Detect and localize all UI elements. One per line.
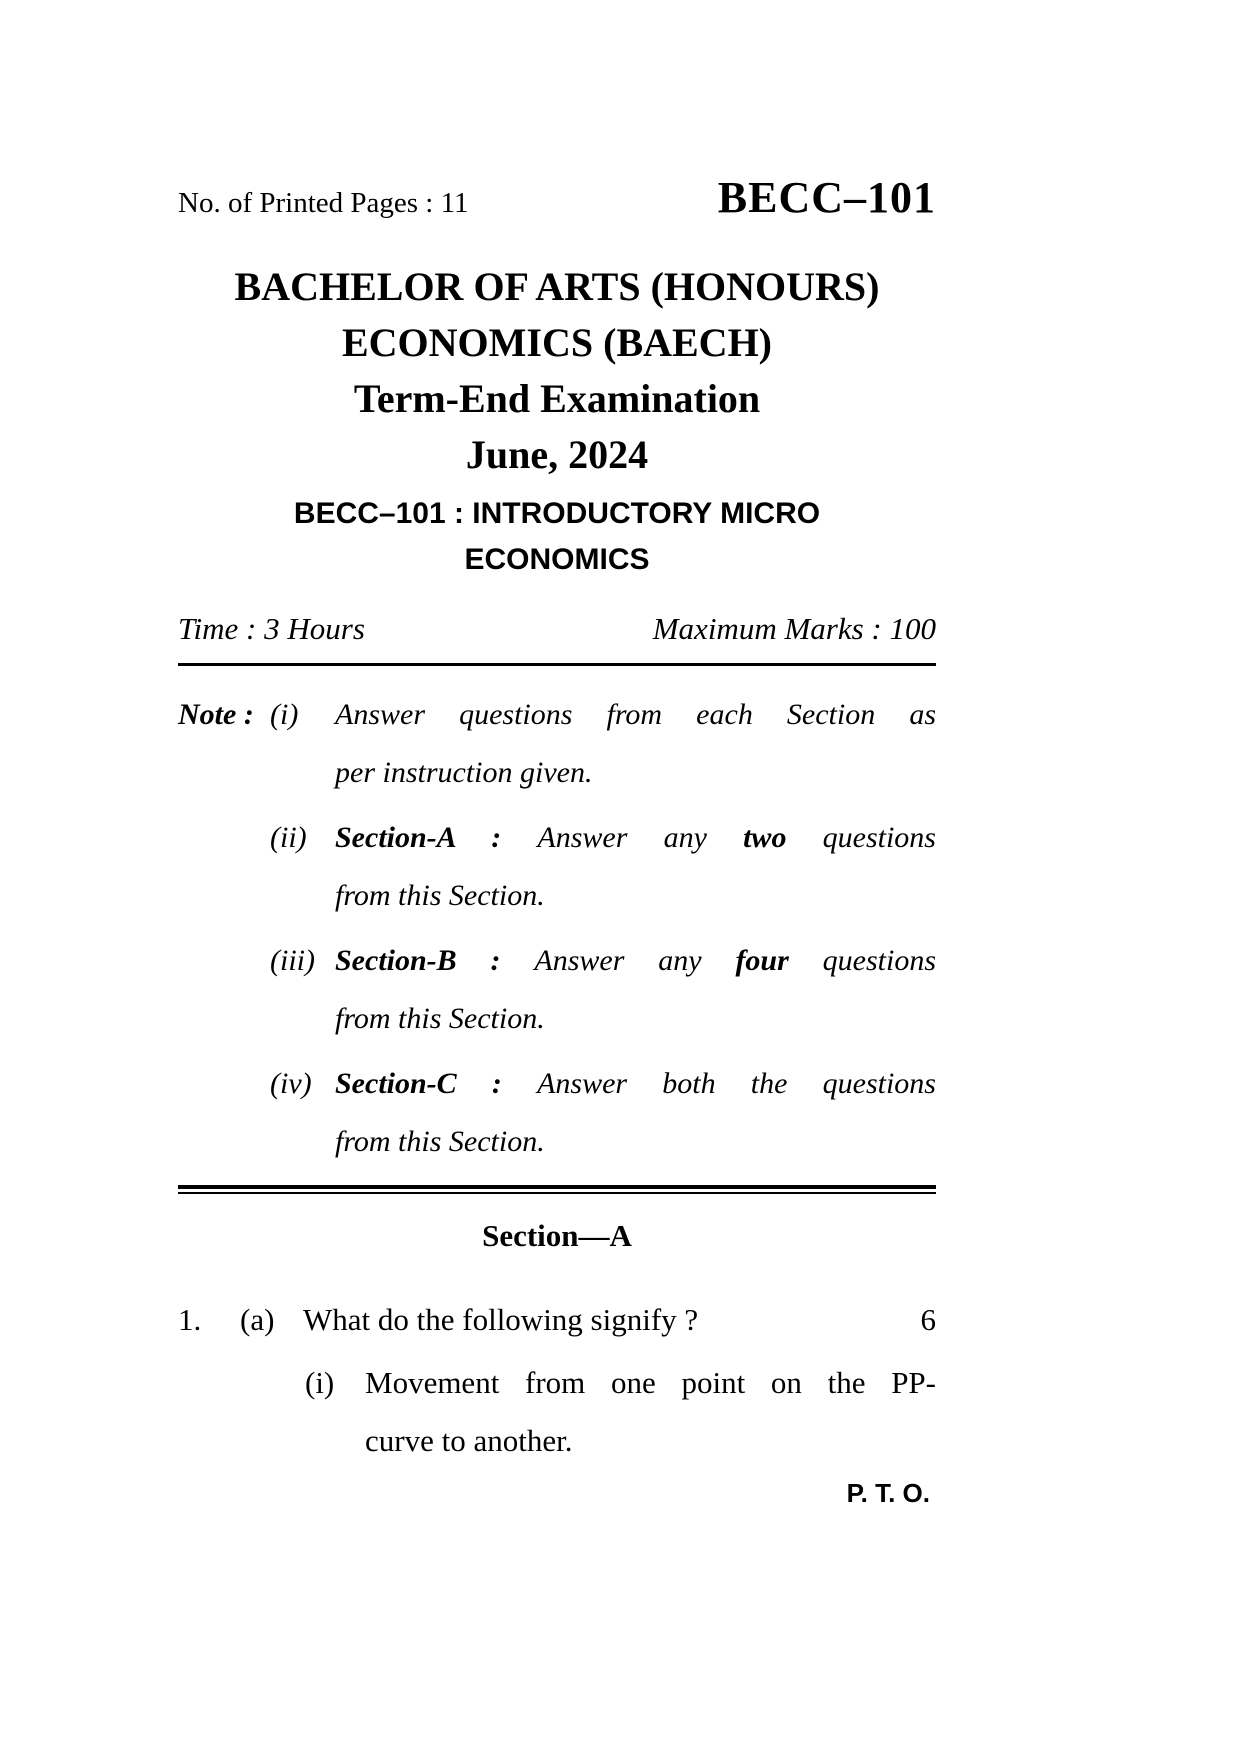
time-allowed: Time : 3 Hours [178, 611, 365, 646]
note-item-1-pre: Answer questions from each Section as [335, 698, 936, 731]
exam-session: June, 2024 [465, 432, 649, 477]
subitem-1-text [365, 1354, 936, 1470]
note-item-3-head: Section-B : [335, 944, 535, 977]
note-item-3-marker: (iii) [270, 944, 315, 977]
subitem-1-line1: Movement from one point on the PP- [365, 1365, 936, 1400]
note-item-3-tail: questions [788, 944, 936, 977]
note-label-spacer [178, 809, 270, 925]
note-label-spacer [178, 1055, 270, 1171]
question-1a-text: What do the following signify ? [303, 1302, 699, 1337]
note-block [178, 686, 936, 1171]
note-item-1-line1 [335, 686, 936, 744]
note-item-4-pre: Answer both the questions [537, 1067, 936, 1100]
time-marks-row [178, 609, 936, 649]
note-item-2-tail: questions [786, 821, 936, 854]
note-item-2-head: Section-A : [335, 821, 538, 854]
maximum-marks: Maximum Marks : 100 [652, 611, 936, 646]
degree-title-line1: BACHELOR OF ARTS (HONOURS) [234, 264, 880, 309]
question-1a-row [178, 1298, 936, 1342]
note-item-2-pre: Answer any [537, 821, 744, 854]
note-item-2-marker: (ii) [270, 821, 307, 854]
question-1a-subitem-1 [305, 1354, 936, 1470]
note-item-4-line1 [335, 1055, 936, 1113]
note-item-4-head: Section-C : [335, 1067, 538, 1100]
page-turn-over-label: P. T. O. [846, 1478, 930, 1508]
note-item-4-marker: (iv) [270, 1067, 312, 1100]
note-item-4 [178, 1055, 936, 1171]
note-item-2-line1 [335, 809, 936, 867]
note-label-spacer [178, 932, 270, 1048]
horizontal-rule [178, 663, 936, 666]
note-item-3-pre: Answer any [534, 944, 736, 977]
note-item-4-line2: from this Section. [335, 1125, 545, 1158]
note-item-2 [178, 809, 936, 925]
double-horizontal-rule [178, 1185, 936, 1194]
paper-code: BECC–101 [717, 173, 936, 222]
subitem-1-marker: (i) [305, 1365, 335, 1400]
note-item-4-text [335, 1055, 936, 1171]
note-item-3-line1 [335, 932, 936, 990]
question-1-number: 1. [178, 1302, 202, 1337]
page-header [178, 172, 936, 223]
course-title-line2: ECONOMICS [464, 543, 650, 576]
subitem-1-line2: curve to another. [365, 1423, 573, 1458]
section-a-heading: Section—A [482, 1218, 632, 1253]
note-item-3-text [335, 932, 936, 1048]
question-1a-label: (a) [240, 1302, 275, 1337]
note-item-2-emphasis: two [743, 821, 787, 854]
note-item-2-text [335, 809, 936, 925]
note-item-2-line2: from this Section. [335, 879, 545, 912]
note-label: Note : [178, 698, 254, 731]
course-title-block [178, 491, 936, 583]
note-item-3 [178, 932, 936, 1048]
printed-pages-label: No. of Printed Pages : 11 [178, 187, 469, 219]
note-item-3-line2: from this Section. [335, 1002, 545, 1035]
title-block [178, 259, 936, 583]
note-item-3-emphasis: four [735, 944, 789, 977]
course-title-line1: BECC–101 : INTRODUCTORY MICRO [293, 497, 821, 530]
note-item-1-line2: per instruction given. [335, 756, 593, 789]
question-1a-marks: 6 [920, 1302, 936, 1337]
note-item-1-marker: (i) [270, 698, 299, 731]
page-content [178, 172, 936, 1470]
note-item-1-text [335, 686, 936, 802]
degree-title-line2: ECONOMICS (BAECH) [341, 320, 773, 365]
note-item-1 [178, 686, 936, 802]
exam-name: Term-End Examination [353, 376, 761, 421]
